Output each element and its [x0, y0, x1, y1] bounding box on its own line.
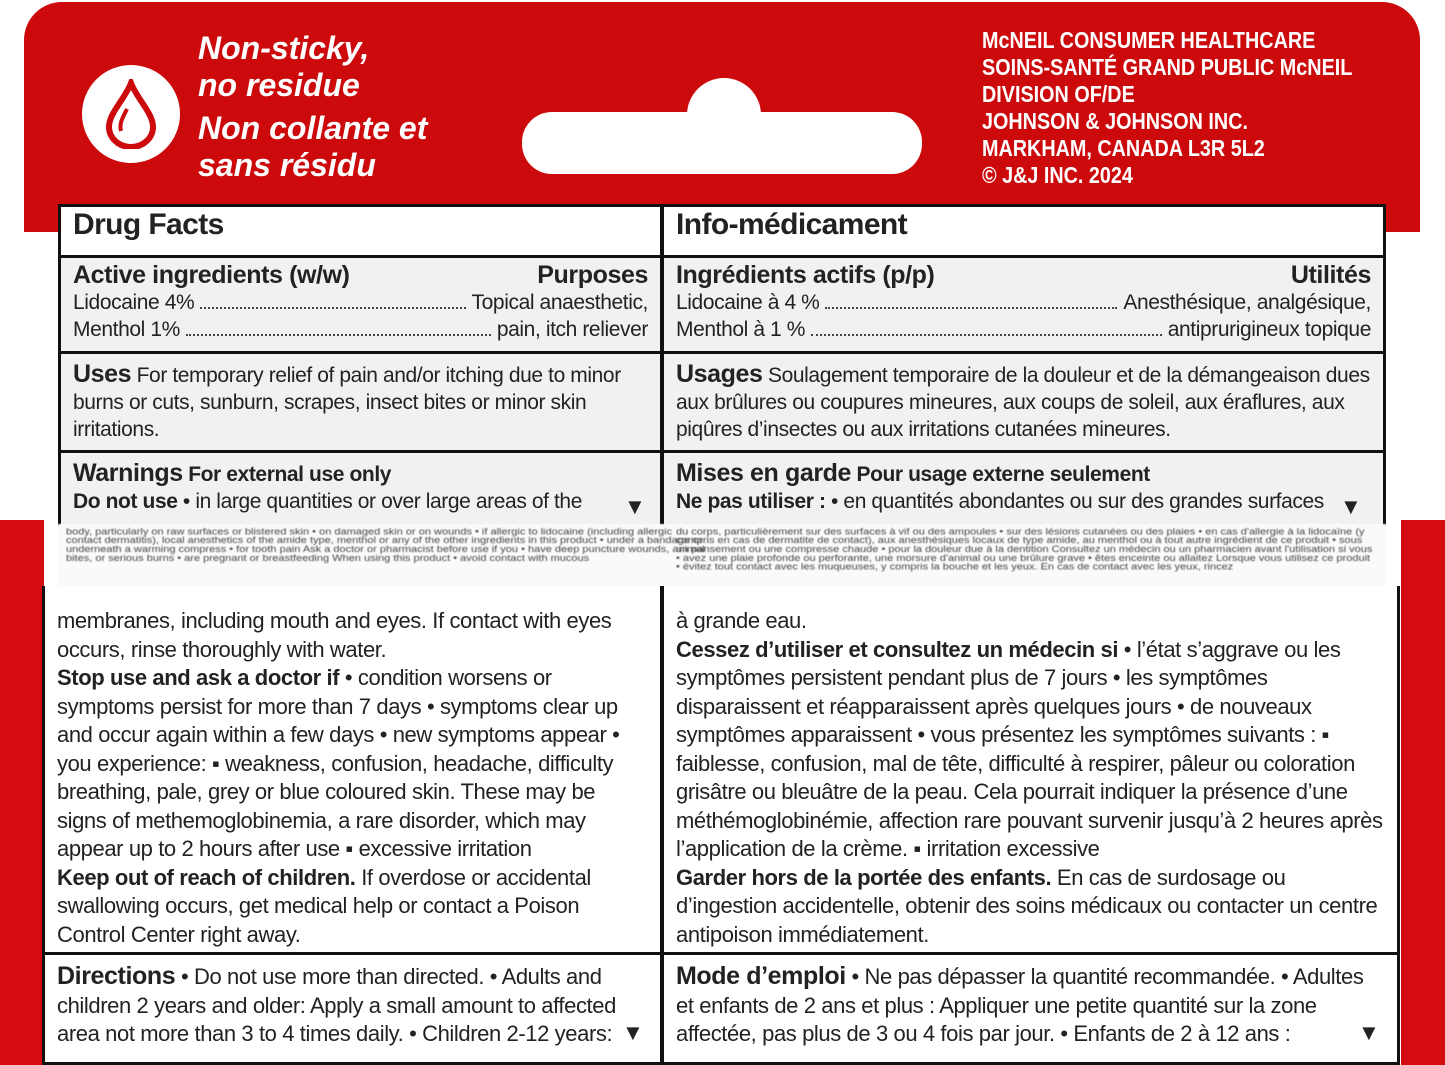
contact-text: membranes, including mouth and eyes. If contact with eyes occurs, rinse thoroughly with water. — [57, 608, 612, 662]
ingredient: Menthol 1% — [73, 318, 180, 341]
claim-line: Non collante et — [198, 110, 428, 146]
do-not-use-text: • en quantités abondantes ou sur des grandes surfaces — [825, 490, 1324, 513]
water-drop-icon — [82, 65, 180, 163]
keep-out-heading: Garder hors de la portée des enfants. — [676, 864, 1052, 890]
uses-section — [61, 357, 660, 453]
product-claim — [198, 30, 427, 184]
warnings-continued-en — [45, 603, 660, 955]
maker-line: MARKHAM, CANADA L3R 5L2 — [982, 135, 1265, 161]
directions-text: • Ne pas dépasser la quantité recommandée. • Adultes et enfants de 2 ans et plus : Appliquer une petite quantité sur la zone affectée, pas plus de 3 ou 4 fois par jour. • Enfants de 2 à 12 ans : — [676, 964, 1364, 1046]
directions-heading: Directions — [57, 962, 176, 990]
folded-label-strip — [58, 524, 1386, 586]
purpose: Topical anaesthetic, — [471, 291, 648, 314]
stop-use-heading: Cessez d’utiliser et consultez un médecin si — [676, 636, 1119, 662]
continue-arrow-icon: ▼ — [624, 494, 646, 519]
info-medicament-title — [664, 207, 1383, 258]
keep-out-text: En cas de surdosage ou d’ingestion accidentelle, obtenir des soins médicaux ou contacter un centre antipoison immédiatement. — [676, 864, 1378, 947]
directions-section — [45, 958, 660, 1065]
warnings-section — [61, 456, 660, 526]
mode-emploi-section — [664, 958, 1397, 1065]
continue-arrow-icon: ▼ — [1340, 494, 1362, 519]
active-heading: Ingrédients actifs (p/p) — [676, 261, 935, 289]
maker-line: SOINS-SANTÉ GRAND PUBLIC McNEIL — [982, 54, 1353, 80]
continue-arrow-icon: ▼ — [622, 1020, 644, 1045]
warnings-sub: For external use only — [182, 463, 392, 486]
maker-line: McNEIL CONSUMER HEALTHCARE — [982, 27, 1316, 53]
purpose: antiprurigineux topique — [1167, 318, 1371, 341]
purpose: pain, itch reliever — [496, 318, 648, 341]
stop-use-text: • l’état s’aggrave ou les symptômes persistent pendant plus de 7 jours • les symptômes disparaissent et réapparaissent après quelques jours • de nouveaux symptômes apparaissent • vous présentez les symptômes suivants : ▪ faiblesse, confusion, mal de tête, difficulté à respirer, pâleur ou coloration grisâtre ou bleuâtre de la peau. Cela pourrait indiquer la présence d’une méthémoglobinémie, affection rare pouvant survenir jusqu’à 2 heures après l’application de la crème. ▪ irritation excessive — [676, 636, 1383, 861]
stop-use-text: • condition worsens or symptoms persist for more than 7 days • symptoms clear up and occur again within a few days • new symptoms appear • you experience: ▪ weakness, confusion, headache, difficulty breathing, pale, grey or blue coloured skin. These may be signs of methemoglobinemia, a rare disorder, which may appear up to 2 hours after use ▪ excessive irritation — [57, 665, 620, 861]
maker-line: © J&J INC. 2024 — [982, 162, 1133, 188]
active-heading: Active ingredients (w/w) — [73, 261, 350, 289]
title-text: Drug Facts — [73, 208, 224, 241]
title-text: Info-médicament — [676, 208, 908, 241]
ingredients-actifs-section — [664, 258, 1383, 354]
warnings-sub: Pour usage externe seulement — [851, 463, 1150, 486]
package-red-edge-right — [1401, 520, 1445, 1065]
uses-text: Soulagement temporaire de la douleur et de la démangeaison dues aux brûlures ou coupures mineures, aux coups de soleil, aux éraflures, aux piqûres d’insectes ou aux irritations cutanées mineures. — [676, 364, 1370, 441]
do-not-use-heading: Ne pas utiliser : — [676, 490, 826, 513]
maker-line: JOHNSON & JOHNSON INC. — [982, 108, 1248, 134]
claim-line: sans résidu — [198, 147, 376, 183]
continue-arrow-icon: ▼ — [1358, 1020, 1380, 1045]
drug-facts-title — [61, 207, 660, 258]
uses-heading: Uses — [73, 360, 132, 388]
warnings-heading: Warnings — [73, 459, 183, 487]
claim-line: Non-sticky, — [198, 30, 370, 66]
purposes-heading: Utilités — [1290, 261, 1371, 289]
directions-heading: Mode d’emploi — [676, 962, 846, 990]
warnings-continued-fr — [664, 603, 1397, 955]
warnings-heading: Mises en garde — [676, 459, 852, 487]
keep-out-heading: Keep out of reach of children. — [57, 864, 356, 890]
do-not-use-heading: Do not use — [73, 490, 178, 513]
stop-use-heading: Stop use and ask a doctor if — [57, 665, 340, 690]
ingredient: Menthol à 1 % — [676, 318, 806, 341]
active-ingredients-section — [61, 258, 660, 354]
ingredient: Lidocaine 4% — [73, 291, 195, 314]
folded-text-en: body, particularly on raw surfaces or blistered skin • on damaged skin or on wounds • if allergic to lidocaine (including allergic contact dermatitis), local anesthetics of the amide type, menthol or any of the other ingredients in this product • under a bandage or underneath a warming compress • for tooth pain Ask a doctor or pharmacist before use if you • have deep puncture wounds, animal bites, or serious burns • are pregnant or breastfeeding When using this product • avoid contact with mucous — [66, 527, 705, 564]
ingredient: Lidocaine à 4 % — [676, 291, 820, 314]
uses-heading: Usages — [676, 360, 763, 388]
do-not-use-text: • in large quantities or over large areas of the — [177, 490, 582, 513]
usages-section — [664, 357, 1383, 453]
directions-text: • Do not use more than directed. • Adults and children 2 years and older: Apply a small amount to affected area not more than 3 to 4 times daily. • Children 2-12 years: — [57, 964, 616, 1046]
manufacturer-info — [982, 27, 1352, 189]
maker-line: DIVISION OF/DE — [982, 81, 1135, 107]
hang-hole — [522, 112, 922, 174]
purpose: Anesthésique, analgésique, — [1123, 291, 1371, 314]
keep-out-text: If overdose or accidental swallowing occurs, get medical help or contact a Poison Control Center right away. — [57, 864, 591, 947]
mises-en-garde-section — [664, 456, 1383, 526]
folded-text-fr: du corps, particulièrement sur des surfaces à vif ou des ampoules • sur des lésions cutanées ou des plaies • en cas d'allergie à la lidocaïne (y compris en cas de dermatite de contact), aux anesthésiques locaux de type amide, au menthol ou à tout autre ingrédient de ce produit • sous un pansement ou une compresse chaude • pour la douleur due à la dentition Consultez un médecin ou un pharmacien avant l'utilisation si vous • avez une plaie profonde ou perforante, une morsure d'animal ou une brûlure grave • êtes enceinte ou allaitez Lorsque vous utilisez ce produit • évitez tout contact avec les muqueuses, y compris la bouche et les yeux. En cas de contact avec les yeux, rincez — [676, 527, 1373, 572]
contact-text: à grande eau. — [676, 608, 807, 633]
claim-line: no residue — [198, 67, 360, 103]
uses-text: For temporary relief of pain and/or itching due to minor burns or cuts, sunburn, scrapes, insect bites or minor skin irritations. — [73, 364, 621, 441]
purposes-heading: Purposes — [537, 261, 648, 289]
package-red-edge-left — [0, 520, 44, 1065]
